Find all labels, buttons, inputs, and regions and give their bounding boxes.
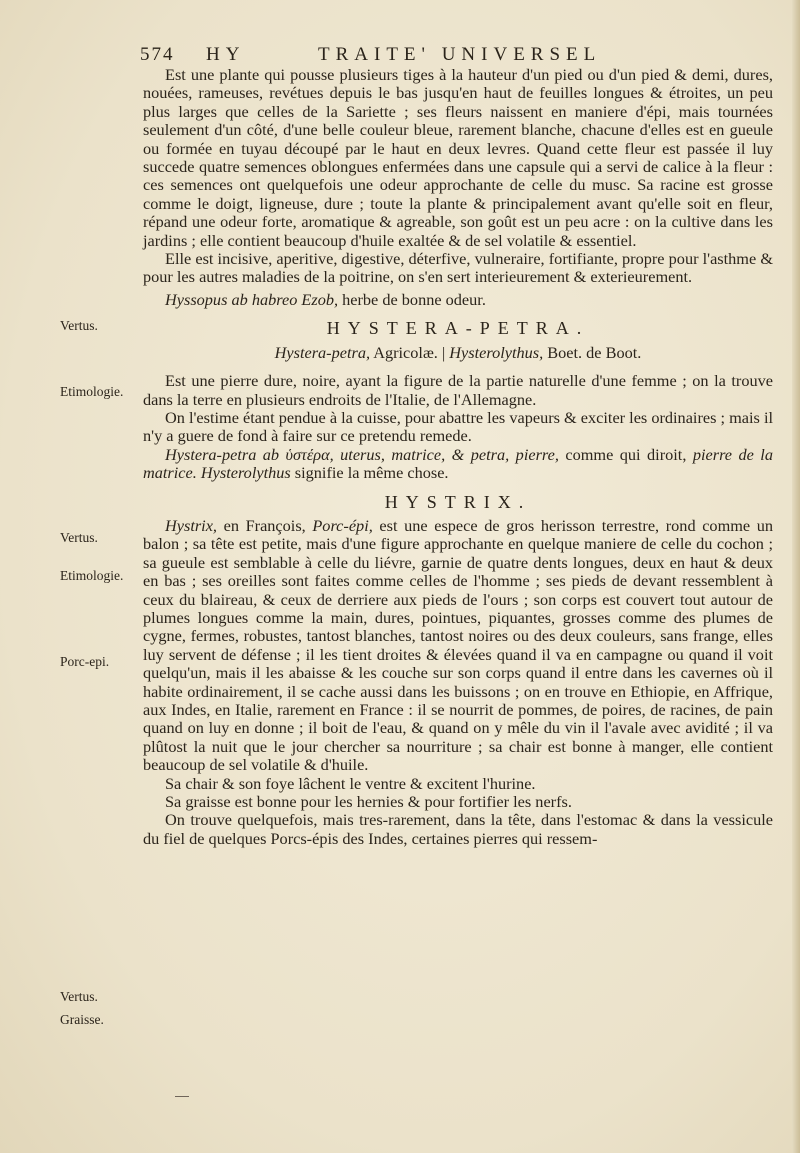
- running-title: TRAITE' UNIVERSEL: [318, 44, 602, 65]
- text-run: Boet. de Boot.: [543, 342, 642, 362]
- synonyms-hystera-petra: [143, 344, 773, 362]
- paragraph-hystera-description: Est une pierre dure, noire, ayant la figure de la partie naturelle d'une femme ; on la trouve dans la terre en plusieurs endroits de l'Italie, de l'Allemagne.: [143, 371, 773, 409]
- margin-note-vertus: Vertus.: [60, 989, 98, 1004]
- italic-latin: Hystera-petra ab ὑστέρα, uterus, matrice, & petra, pierre,: [165, 444, 559, 464]
- paragraph-hyssopus-vertus: Elle est incisive, aperitive, digestive, déterfive, vulneraire, fortifiante, propre pour l'asthme & pour les autres maladies de la poitrine, on s'en sert interieurement & exterieurement.: [143, 249, 773, 287]
- main-text: [143, 66, 773, 848]
- margin-note-etimologie: Etimologie.: [60, 568, 124, 583]
- page-edge: [792, 0, 800, 1153]
- text-run: herbe de bonne odeur.: [338, 289, 486, 309]
- text-run: Agricolæ. |: [370, 342, 450, 362]
- italic-latin: pierre de la matrice. Hysterolythus: [143, 444, 773, 483]
- paragraph-hystera-vertus: On l'estime étant pendue à la cuisse, pour abattre les vapeurs & exciter les ordinaires ; mais il n'y a guere de fond à faire sur ce pretendu remede.: [143, 407, 773, 446]
- text-run: signifie la même chose.: [290, 463, 449, 483]
- margin-note-vertus: Vertus.: [60, 530, 98, 545]
- entry-heading-hystrix: HYSTRIX.: [384, 491, 532, 512]
- text-run: en François,: [217, 515, 313, 535]
- margin-note-porc-epi: Porc-epi.: [60, 654, 110, 669]
- paragraph-hystera-etymology: [143, 446, 773, 483]
- margin-note-vertus: Vertus.: [60, 318, 98, 333]
- ink-mark: [175, 1096, 189, 1097]
- paragraph-hystrix-description: [143, 517, 773, 775]
- margin-note-graisse: Graisse.: [60, 1012, 104, 1027]
- paragraph-hyssopus-description: Est une plante qui pousse plusieurs tiges à la hauteur d'un pied ou d'un pied & demi, dures, nouées, rameuses, revétues depuis le bas jusqu'en haut de feuilles longues & étroites, un peu plus larges que celles de la Sariette ; ses fleurs naissent en maniere d'épi, mais tournées seulement d'un côté, d'une belle couleur bleue, rarement blanche, chacune d'elles est en gueule ou formée en tuyau découpé par le haut en deux levres. Quand cette fleur est passée il luy succede quatre semences oblongues enfermées dans une capsule qui a servi de calice à la fleur : ces semences ont quelquefois une odeur approchante de celle du musc. Sa racine est grosse comme le doigt, ligneuse, dure ; toute la plante & principalement avant qu'elle soit en fleur, répand une odeur forte, aromatique & agreable, son goût est un peu acre : on la cultive dans les jardins ; elle contient beaucoup d'huile exaltée & de sel volatile & essentiel.: [143, 65, 773, 250]
- entry-heading-hystera-petra: HYSTERA-PETRA.: [326, 318, 590, 339]
- paragraph-hystrix-stones: On trouve quelquefois, mais tres-rarement, dans la tête, dans l'estomac & dans la vessicule du fiel de quelques Porcs-épis des Indes, certaines pierres qui ressem-: [143, 810, 773, 848]
- italic-latin: Hysterolythus,: [449, 342, 544, 362]
- page-number: 574: [140, 44, 175, 65]
- paragraph-hystrix-vertus: Sa chair & son foye lâchent le ventre & excitent l'hurine.: [165, 773, 536, 793]
- italic-latin: Hystrix,: [165, 515, 217, 535]
- headword: HY: [206, 44, 246, 65]
- italic-latin: Hystera-petra,: [274, 342, 371, 362]
- margin-note-etimologie: Etimologie.: [60, 384, 124, 399]
- italic-latin: Hyssopus ab habreo Ezob,: [165, 289, 339, 309]
- text-run: comme qui diroit,: [558, 444, 693, 464]
- paragraph-hystrix-graisse: Sa graisse est bonne pour les hernies & pour fortifier les nerfs.: [165, 792, 572, 812]
- paragraph-hyssopus-etymology: [143, 291, 773, 309]
- text-run: est une espece de gros herisson terrestre, rond comme un balon ; sa tête est petite, mais d'une figure approchante en quelque maniere de celle du cochon ; sa gueule est semblable à celle du liévre, garnie de quatre dents longues, deux en haut & deux en bas ; ses oreilles sont faites comme celles de l'homme ; ses pieds de devant ressemblent à ceux du blaireau, & ceux de derriere aux pieds de l'ours ; son corps est couvert tout autour de plumes longues comme la main, dures, pointues, piquantes, grosses comme des plumes de cygne, fermes, robustes, tantost blanches, tantost noires ou des deux couleurs, sans frange, elles luy servent de défense ; il les tient droites & élevées quand il va en campagne ou quand il voit quelqu'un, mais il les abaisse & les couche sur son corps quand il entre dans les cavernes où il habite ordinairement, il se cache aussi dans les buissons ; on en trouve en Ethiopie, en Affrique, aux Indes, en Italie, rarement en France : il se nourrit de pommes, de poires, de racines, de pain quand on luy en donne ; il boit de l'eau, & quand on y mêle du vin il l'avale avec avidité ; il va plûtost la nuit que le jour chercher sa nourriture ; sa chair est bonne à manger, elle contient beaucoup de sel volatile & d'huile.: [143, 515, 774, 775]
- italic-latin: Porc-épi,: [312, 515, 373, 535]
